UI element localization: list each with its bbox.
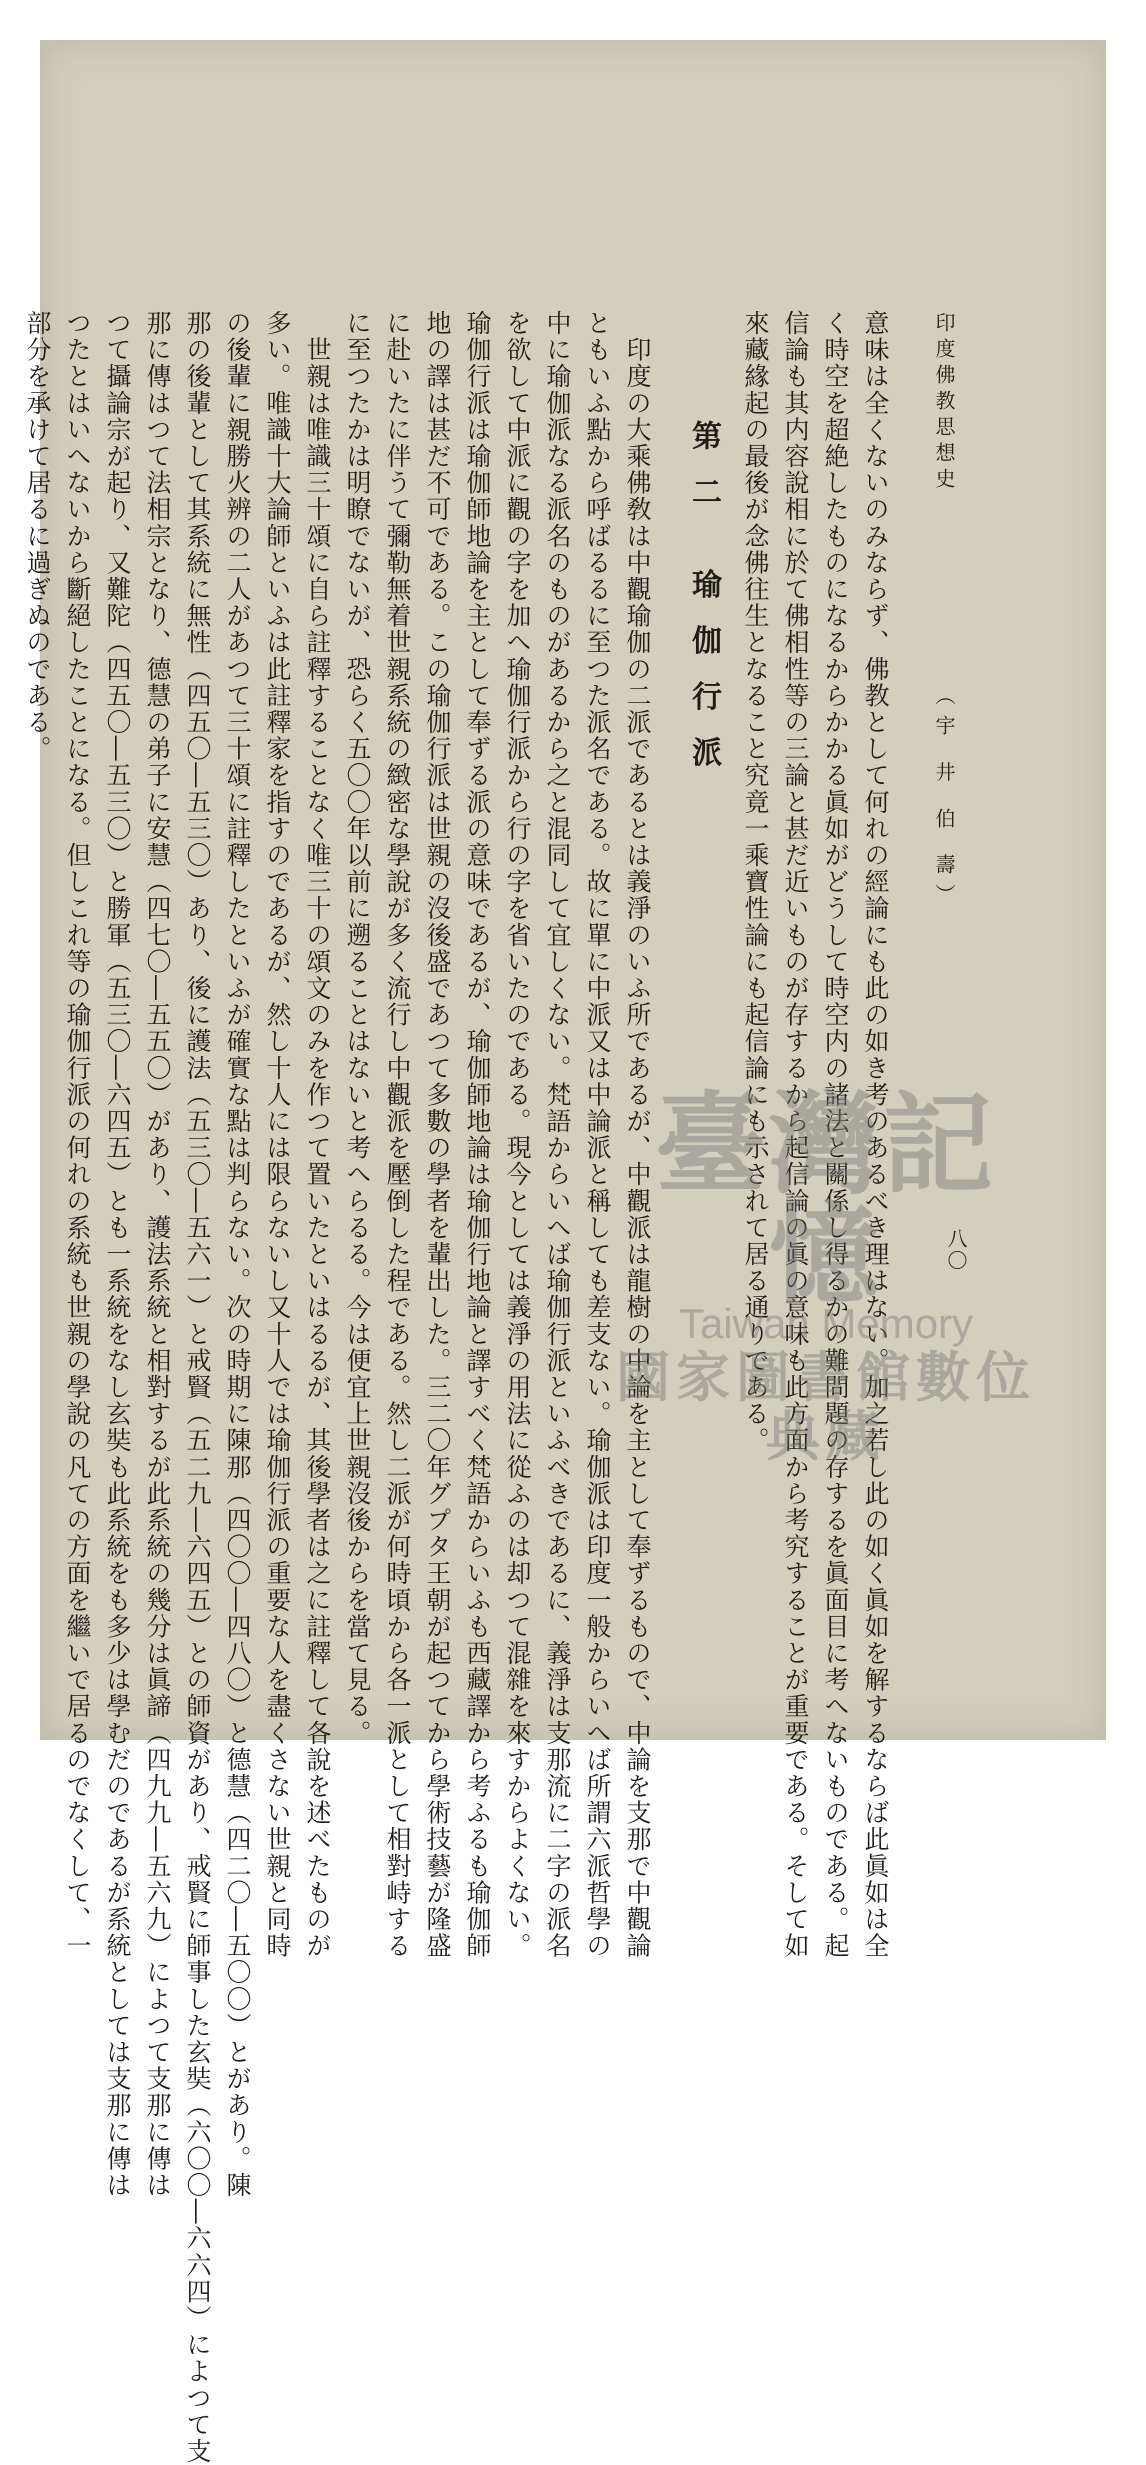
text-column: 信論も其内容說相に於て佛相性等の三論と甚だ近いものが存するから起信論の眞の意味も此方面から考究することが重要である。そして如 xyxy=(781,310,810,1960)
author-name: （宇 井 伯 壽） xyxy=(932,685,956,915)
text-column: 世親は唯識三十頌に自ら註釋することなく唯三十の頌文のみを作つて置いたといはるるが、其後學者は之に註釋して各說を述べたものが xyxy=(303,310,332,1960)
watermark-title: 臺灣記憶 xyxy=(655,1080,997,1319)
book-page xyxy=(23,40,1106,2465)
text-column: 部分を承けて居るに過ぎぬのである。 xyxy=(23,310,52,763)
text-column: 那の後輩として其系統に無性（四五〇―五三〇）あり、後に護法（五三〇―五六一）と戒賢（五二九―六四五）との師資があり、戒賢に師事した玄奘（六〇〇―六六四）によつて支 xyxy=(183,310,212,2465)
text-column: 多い。唯識十大論師といふは此註釋家を指すのであるが、然し十人には限らないし又十人では瑜伽行派の重要な人を盡くさない世親と同時 xyxy=(263,310,292,1960)
section-title: 第二 瑜伽行派 xyxy=(686,420,721,793)
archive-watermark xyxy=(616,1080,1036,1469)
text-column: つたとはいへないから斷絕したことになる。但しこれ等の瑜伽行派の何れの系統も世親の學說の凡ての方面を繼いで居るのでなくして、一 xyxy=(63,310,92,1960)
text-column: 那に傳はつて法相宗となり、德慧の弟子に安慧（四七〇―五五〇）があり、護法系統と相對するが此系統の幾分は眞諦（四九九―五六九）によつて支那に傳は xyxy=(143,310,172,2199)
text-column: に赴いたに伴うて彌勒無着世親系統の緻密な學說が多く流行し中觀派を壓倒した程である。然し二派が何時頃から各一派として相對峙する xyxy=(383,310,412,1960)
text-column: を欲して中派に觀の字を加へ瑜伽行派から行の字を省いたのである。現今としては義淨の用法に從ふのは却つて混雜を來すからよくない。 xyxy=(503,310,532,1960)
watermark-subtitle: Taiwan Memory xyxy=(678,1300,974,1347)
text-column: 地の譯は甚だ不可である。この瑜伽行派は世親の沒後盛であつて多數の學者を輩出した。三二〇年グプタ王朝が起つてから學術技藝が隆盛 xyxy=(423,310,452,1960)
running-title: 印度佛教思想史 xyxy=(932,312,956,494)
text-column: 中に瑜伽派なる派名のものがあるから之と混同して宜しくない。梵語からいへば瑜伽行派といふべきであるに、義淨は支那流に二字の派名 xyxy=(543,310,572,1960)
text-column: の後輩に親勝火辨の二人があつて三十頌に註釋したといふが確實な點は判らない。次の時期に陳那（四〇〇―四八〇）と德慧（四二〇―五〇〇）とがあり。陳 xyxy=(223,310,252,2199)
text-column: く時空を超絶したものになるからかかる眞如がどうして時空内の諸法と關係し得るかの難問題の存するを眞面目に考へないものである。起 xyxy=(821,310,850,1960)
text-column: ともいふ點から呼ばるるに至つた派名である。故に單に中派又は中論派と稱しても差支ない。瑜伽派は印度一般からいへば所謂六派哲學の xyxy=(583,310,612,1960)
text-column: 意味は全くないのみならず、佛教として何れの經論にも此の如き考のあるべき理はない。加之若し此の如く眞如を解するならば此眞如は全 xyxy=(861,310,890,1960)
page-number: 八〇 xyxy=(944,1228,968,1272)
text-column: 印度の大乘佛敎は中觀瑜伽の二派であるとは義淨のいふ所であるが、中觀派は龍樹の中論を主として奉ずるもので、中論を支那で中觀論 xyxy=(623,310,652,1960)
text-column: 瑜伽行派は瑜伽師地論を主として奉ずる派の意味であるが、瑜伽師地論は瑜伽行地論と譯すべく梵語からいふも西藏譯から考ふるも瑜伽師 xyxy=(463,310,492,1960)
watermark-institution: 國家圖書館數位典藏 xyxy=(616,1345,1036,1469)
text-column: 來藏緣起の最後が念佛往生となること究竟一乘寶性論にも起信論にも示されて居る通りである。 xyxy=(741,310,770,1454)
text-column: に至つたかは明瞭でないが、恐らく五〇〇年以前に遡ることはないと考へらるる。今は便宜上世親沒後からを當て見る。 xyxy=(343,310,372,1747)
text-column: つて攝論宗が起り、又難陀（四五〇―五三〇）と勝軍（五三〇―六四五）とも一系統をなし玄奘も此系統をも多少は學むだのであるが系統としては支那に傳は xyxy=(103,310,132,2199)
